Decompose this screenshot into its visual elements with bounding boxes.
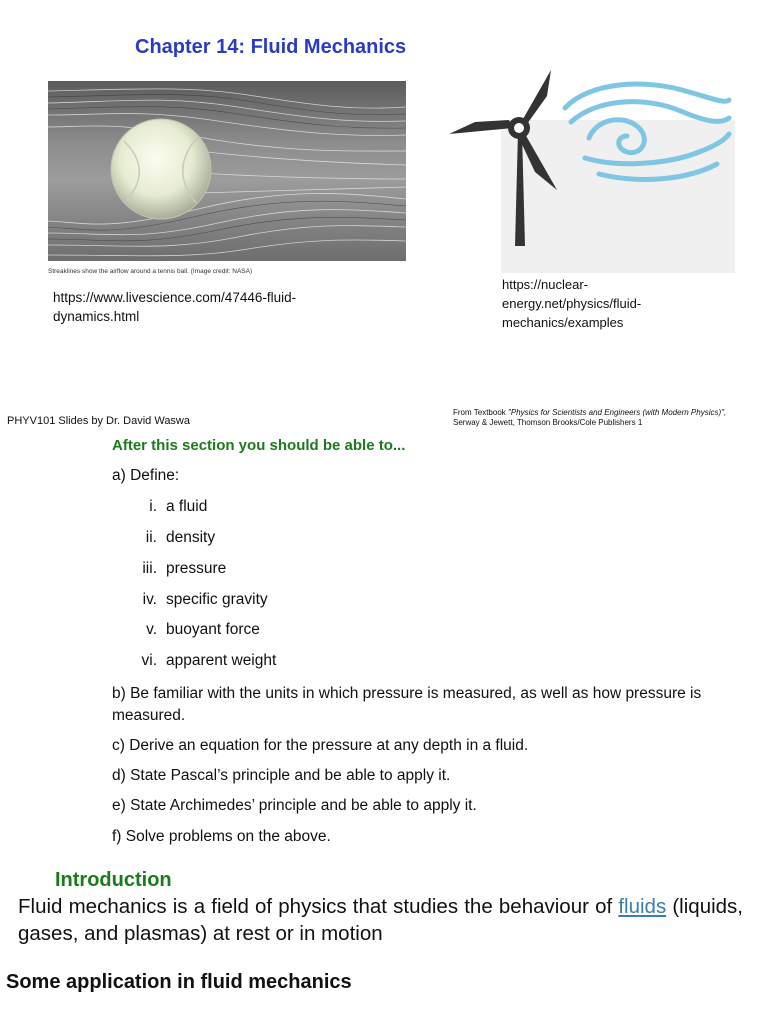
objective-pressure-units: b) Be familiar with the units in which pressure is measured, as well as how pressure is measured. — [112, 685, 702, 724]
intro-text-start: Fluid mechanics is a field of physics that studies the behaviour of — [18, 895, 619, 918]
term-number: ii. — [145, 529, 157, 546]
tennis-ball-airflow-image — [48, 81, 406, 261]
term-number: iii. — [142, 560, 157, 577]
reference-prefix: From Textbook — [453, 408, 508, 417]
define-term — [149, 498, 208, 516]
reference-book-title: "Physics for Scientists and Engineers (with Modern Physics)", — [507, 408, 727, 417]
nuclear-energy-link[interactable]: https://nuclear-energy.net/physics/fluid-mechanics/examples — [502, 277, 642, 330]
objective-pascal: d) State Pascal’s principle and be able to apply it. — [112, 767, 451, 784]
page-title: Chapter 14: Fluid Mechanics — [135, 36, 407, 58]
term-number: vi. — [141, 652, 157, 669]
image-caption: Streaklines show the airflow around a tennis ball. (Image credit: NASA) — [48, 268, 253, 275]
objective-pressure-depth: c) Derive an equation for the pressure at any depth in a fluid. — [112, 737, 529, 754]
define-term — [145, 529, 216, 547]
objectives-heading: After this section you should be able to... — [112, 437, 406, 454]
define-term — [142, 591, 268, 609]
introduction-heading: Introduction — [55, 869, 172, 891]
term-text: apparent weight — [166, 652, 277, 669]
term-number: iv. — [142, 591, 157, 608]
reference-publisher: Serway & Jewett, Thomson Brooks/Cole Publishers 1 — [453, 418, 643, 427]
define-term — [146, 621, 260, 639]
term-text: buoyant force — [166, 621, 260, 638]
define-term — [141, 652, 277, 670]
livescience-link[interactable]: https://www.livescience.com/47446-fluid-dynamics.html — [53, 290, 297, 324]
fluids-link[interactable]: fluids — [618, 895, 667, 918]
applications-heading: Some application in fluid mechanics — [6, 971, 352, 993]
term-text: density — [166, 529, 216, 546]
define-term — [142, 560, 227, 578]
objective-archimedes: e) State Archimedes’ principle and be able to apply it. — [112, 797, 477, 814]
term-text: pressure — [166, 560, 227, 577]
term-text: a fluid — [166, 498, 208, 515]
wind-turbine-image — [449, 68, 735, 273]
intro-text-end: (liquids, gases, and plasmas) at rest or in motion — [18, 895, 743, 945]
objective-define: a) Define: — [112, 467, 180, 484]
objective-problems: f) Solve problems on the above. — [112, 828, 331, 845]
slide-footer-credit: PHYV101 Slides by Dr. David Waswa — [7, 415, 190, 427]
textbook-reference — [453, 408, 765, 428]
introduction-paragraph — [18, 893, 743, 947]
term-number: v. — [146, 621, 157, 638]
term-number: i. — [149, 498, 157, 515]
term-text: specific gravity — [166, 591, 268, 608]
